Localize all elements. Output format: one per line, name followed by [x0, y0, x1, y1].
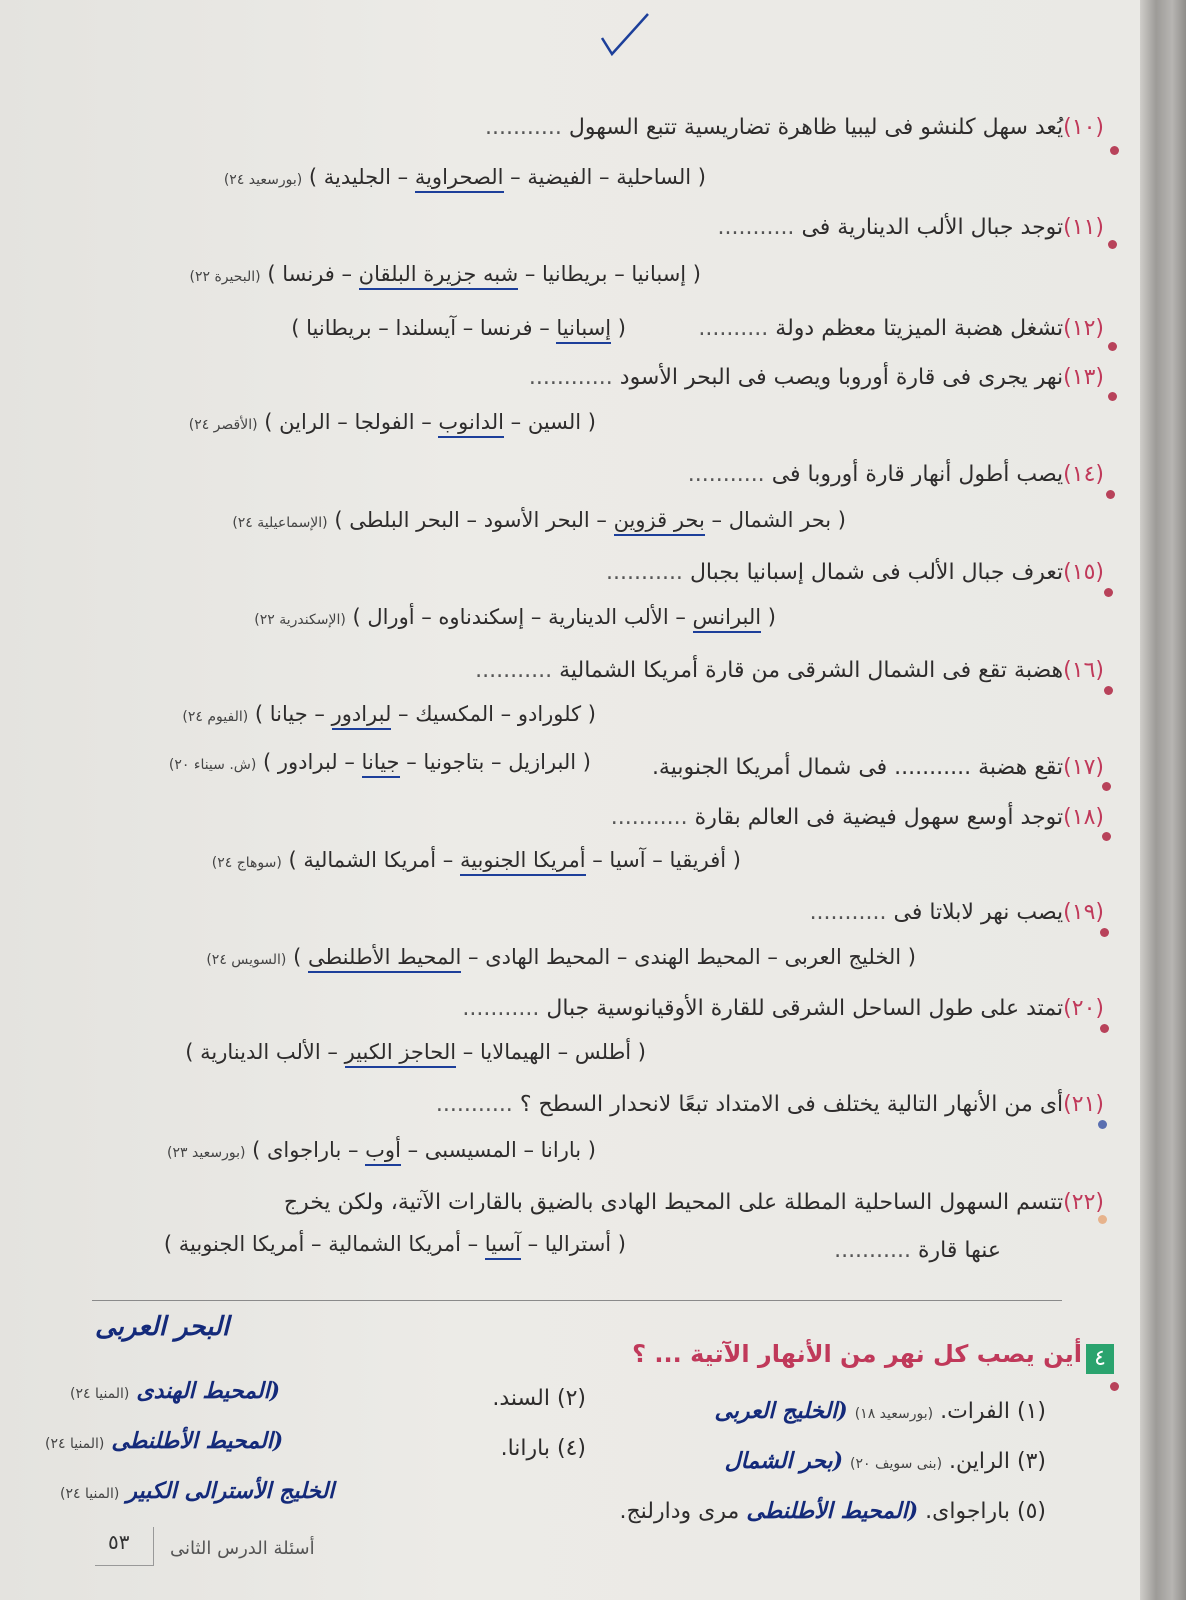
options-21: ( بارانا – المسيسبى – أوب – باراجواى ) (بورسعيد ٢٣)	[167, 1138, 596, 1162]
options-22: ( أستراليا – آسيا – أمريكا الشمالية – أمريكا الجنوبية )	[164, 1232, 626, 1256]
bullet	[1104, 686, 1113, 695]
options-16: ( كلورادو – المكسيك – لبرادور – جيانا ) (الفيوم ٢٤)	[182, 702, 596, 726]
question-13: (١٣)نهر يجرى فى قارة أوروبا ويصب فى البحر الأسود ............	[528, 365, 1104, 390]
divider	[92, 1300, 1062, 1301]
book-spine	[1140, 0, 1186, 1600]
question-22: (٢٢)تتسم السهول الساحلية المطلة على المحيط الهادى بالضيق بالقارات الآتية، ولكن يخرج	[283, 1190, 1104, 1215]
bullet	[1106, 490, 1115, 499]
options-12: ( إسبانيا – فرنسا – آيسلندا – بريطانيا )	[291, 316, 626, 340]
bullet	[1108, 392, 1117, 401]
options-17: ( البرازيل – بتاجونيا – جيانا – لبرادور ) (ش. سيناء ٢٠)	[169, 750, 591, 774]
bullet	[1100, 1024, 1109, 1033]
question-11: (١١)توجد جبال الألب الدينارية فى ...........	[717, 215, 1104, 240]
page-number: ٥٣	[108, 1530, 130, 1554]
river-item-1: (١) الفرات. (بورسعيد ١٨) (الخليج العربى	[714, 1398, 1046, 1424]
handwritten-answer: البحر العربى	[95, 1312, 230, 1342]
river-item-5: (٥) باراجواى. (المحيط الأطلنطى مرى ودارلنج.	[619, 1498, 1046, 1524]
options-18: ( أفريقيا – آسيا – أمريكا الجنوبية – أمريكا الشمالية ) (سوهاج ٢٤)	[212, 848, 741, 872]
river-item-2: (٢) السند.	[492, 1386, 586, 1411]
question-10: (١٠)يُعد سهل كلنشو فى ليبيا ظاهرة تضاريسية تتبع السهول ...........	[484, 115, 1104, 140]
options-15: ( البرانس – الألب الدينارية – إسكندناوه – أورال ) (الإسكندرية ٢٢)	[254, 605, 776, 629]
bullet	[1098, 1215, 1107, 1224]
options-19: ( الخليج العربى – المحيط الهندى – المحيط الهادى – المحيط الأطلنطى ) (السويس ٢٤)	[206, 945, 916, 969]
question-18: (١٨)توجد أوسع سهول فيضية فى العالم بقارة ...........	[610, 805, 1104, 830]
section-number-badge: ٤	[1086, 1344, 1114, 1374]
options-13: ( السين – الدانوب – الفولجا – الراين ) (الأقصر ٢٤)	[189, 410, 596, 434]
footer-title: أسئلة الدرس الثانى	[170, 1538, 315, 1559]
question-17: (١٧)تقع هضبة ........... فى شمال أمريكا الجنوبية.	[651, 755, 1104, 780]
options-20: ( أطلس – الهيمالايا – الحاجز الكبير – الألب الدينارية )	[185, 1040, 646, 1064]
check-mark-icon	[600, 10, 660, 60]
bullet	[1110, 1382, 1119, 1391]
bullet	[1108, 342, 1117, 351]
question-21: (٢١)أى من الأنهار التالية يختلف فى الامتداد تبعًا لانحدار السطح ؟ ...........	[435, 1092, 1104, 1117]
river-item-3: (٣) الراين. (بنى سويف ٢٠) (بحر الشمال	[724, 1448, 1046, 1474]
bullet	[1100, 928, 1109, 937]
river-item-4: (٤) بارانا.	[500, 1436, 586, 1461]
question-20: (٢٠)تمتد على طول الساحل الشرقى للقارة الأوقيانوسية جبال ...........	[462, 996, 1104, 1021]
options-14: ( بحر الشمال – بحر قزوين – البحر الأسود – البحر البلطى ) (الإسماعيلية ٢٤)	[232, 508, 846, 532]
question-14: (١٤)يصب أطول أنهار قارة أوروبا فى ...........	[687, 462, 1104, 487]
question-15: (١٥)تعرف جبال الألب فى شمال إسبانيا بجبال ...........	[606, 560, 1104, 585]
question-22-cont: عنها قارة ...........	[834, 1238, 1001, 1263]
options-10: ( الساحلية – الفيضية – الصحراوية – الجليدية ) (بورسعيد ٢٤)	[224, 165, 706, 189]
question-19: (١٩)يصب نهر لابلاتا فى ...........	[809, 900, 1104, 925]
bullet	[1098, 1120, 1107, 1129]
river-item-2-answer: (المحيط الهندى (المنيا ٢٤)	[70, 1378, 281, 1404]
question-16: (١٦)هضبة تقع فى الشمال الشرقى من قارة أمريكا الشمالية ...........	[475, 658, 1104, 683]
bullet	[1102, 832, 1111, 841]
river-item-5-answer: الخليج الأسترالى الكبير (المنيا ٢٤)	[60, 1478, 335, 1504]
question-12: (١٢)تشغل هضبة الميزيتا معظم دولة ..........	[698, 316, 1104, 341]
bullet	[1102, 782, 1111, 791]
options-11: ( إسبانيا – بريطانيا – شبه جزيرة البلقان – فرنسا ) (البحيرة ٢٢)	[190, 262, 702, 286]
river-item-4-answer: (المحيط الأطلنطى (المنيا ٢٤)	[45, 1428, 284, 1454]
bullet	[1110, 146, 1119, 155]
bullet	[1108, 240, 1117, 249]
bullet	[1104, 588, 1113, 597]
section-title: أين يصب كل نهر من الأنهار الآتية ... ؟	[632, 1340, 1082, 1368]
